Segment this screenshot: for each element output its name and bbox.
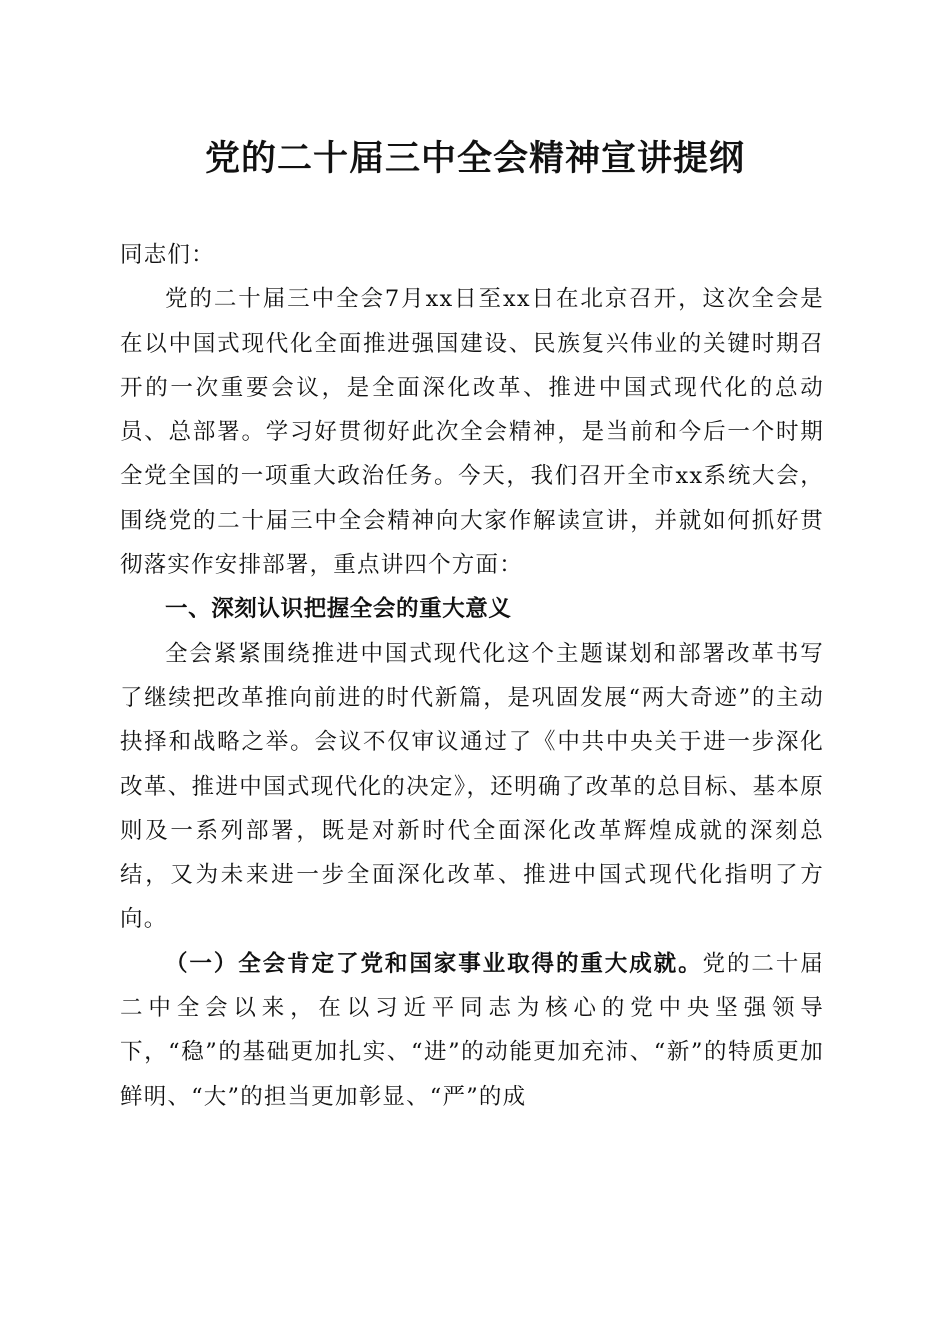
subsection-1-lead: （一）全会肯定了党和国家事业取得的重大成就。 <box>165 950 703 977</box>
document-body <box>120 233 824 1119</box>
section-heading-1: 一、深刻认识把握全会的重大意义 <box>165 596 512 623</box>
intro-paragraph: 党的二十届三中全会7月xx日至xx日在北京召开，这次全会是在以中国式现代化全面推进强国建设、民族复兴伟业的关键时期召开的一次重要会议，是全面深化改革、推进中国式现代化的总动员、总部署。学习好贯彻好此次全会精神，是当前和今后一个时期全党全国的一项重大政治任务。今天，我们召开全市xx系统大会，围绕党的二十届三中全会精神向大家作解读宣讲，并就如何抓好贯彻落实作安排部署，重点讲四个方面： <box>120 286 824 579</box>
document-title: 党的二十届三中全会精神宣讲提纲 <box>204 138 745 179</box>
section-1-paragraph: 全会紧紧围绕推进中国式现代化这个主题谋划和部署改革书写了继续把改革推向前进的时代新篇，是巩固发展“两大奇迹”的主动抉择和战略之举。会议不仅审议通过了《中共中央关于进一步深化改革、推进中国式现代化的决定》，还明确了改革的总目标、基本原则及一系列部署，既是对新时代全面深化改革辉煌成就的深刻总结，又为未来进一步全面深化改革、推进中国式现代化指明了方向。 <box>120 640 824 933</box>
salutation: 同志们： <box>120 242 215 268</box>
subsection-1-paragraph <box>120 942 824 1119</box>
subsection-1-text: 党的二十届二中全会以来，在以习近平同志为核心的党中央坚强领导下，“稳”的基础更加扎实、“进”的动能更加充沛、“新”的特质更加鲜明、“大”的担当更加彰显、“严”的成 <box>120 950 824 1110</box>
